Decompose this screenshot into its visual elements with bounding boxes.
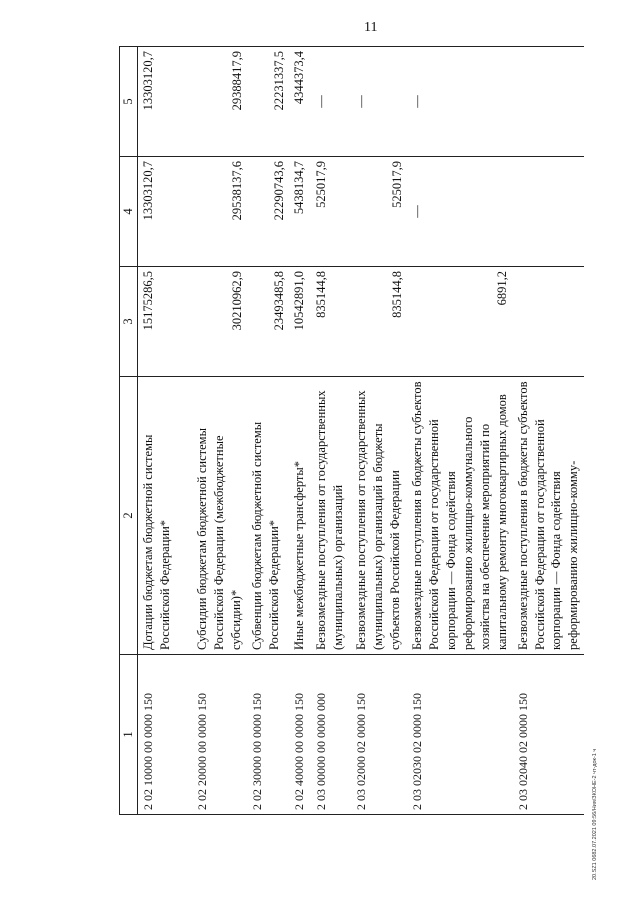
table-row [311,47,351,815]
document-footer-note: 20.SZ1 0682.07.2021 09:56/Ния/ЗКОНЕ-2 чт-док-1 ч [592,748,598,880]
row-value-col3: 6891,2 [407,267,512,377]
row-code: 2 02 10000 00 0000 150 [137,655,192,815]
row-value-col4: 525017,9 [351,157,407,267]
row-name: Безвозмездные поступления в бюджеты субъектов Российской Федерации от государственной корпорации — Фонда содействия реформированию жилищно-коммунального хозяйства на обеспечение мероприятий по капитальному ремонту многоквартирных домов [407,377,512,655]
row-value-col5 [513,47,585,157]
table-row [247,47,289,815]
row-value-col5: 13303120,7 [137,47,192,157]
row-name: Безвозмездные поступления в бюджеты субъектов Российской Федерации от государственной корпорации — Фонда содействия реформированию жилищно-комму- [513,377,585,655]
table-row [351,47,407,815]
row-value-col5: — [351,47,407,157]
table-header-row [120,47,138,815]
row-code: 2 03 00000 00 0000 000 [311,655,351,815]
row-code: 2 02 30000 00 0000 150 [247,655,289,815]
row-value-col3: 30210962,9 [192,267,247,377]
row-value-col4: 5438134,7 [289,157,311,267]
row-value-col5: 22231337,5 [247,47,289,157]
row-name: Дотации бюджетам бюджетной системы Российской Федерации* [137,377,192,655]
row-value-col5: — [407,47,512,157]
rotated-table-container [119,47,581,815]
row-value-col3: 23493485,8 [247,267,289,377]
column-header: 3 [120,267,138,377]
column-header: 5 [120,47,138,157]
table-row [137,47,192,815]
row-code: 2 03 02040 02 0000 150 [513,655,585,815]
row-name: Иные межбюджетные трансферты* [289,377,311,655]
row-value-col4: 29538137,6 [192,157,247,267]
row-value-col5: 29388417,9 [192,47,247,157]
row-code: 2 02 40000 00 0000 150 [289,655,311,815]
row-value-col3: 10542891,0 [289,267,311,377]
column-header: 4 [120,157,138,267]
table-row [289,47,311,815]
row-value-col3: 835144,8 [351,267,407,377]
row-name: Субвенции бюджетам бюджетной системы Российской Федерации* [247,377,289,655]
row-name: Субсидии бюджетам бюджетной системы Российской Федерации (межбюджетные субсидии)* [192,377,247,655]
column-header: 1 [120,655,138,815]
row-value-col3 [513,267,585,377]
row-value-col3: 835144,8 [311,267,351,377]
row-value-col4 [513,157,585,267]
table-row [192,47,247,815]
table-row [513,47,585,815]
table-row [407,47,512,815]
row-code: 2 03 02000 02 0000 150 [351,655,407,815]
row-value-col4: 13303120,7 [137,157,192,267]
row-value-col5: 4344373,4 [289,47,311,157]
row-name: Безвозмездные поступления от государственных (муниципальных) организаций [311,377,351,655]
row-value-col4: — [407,157,512,267]
row-value-col4: 525017,9 [311,157,351,267]
column-header: 2 [120,377,138,655]
row-code: 2 03 02030 02 0000 150 [407,655,512,815]
budget-revenue-table [119,46,584,815]
row-name: Безвозмездные поступления от государственных (муниципальных) организаций в бюджеты субъектов Российской Федерации [351,377,407,655]
row-value-col5: — [311,47,351,157]
page-number: 11 [364,20,378,35]
row-value-col4: 22290743,6 [247,157,289,267]
row-code: 2 02 20000 00 0000 150 [192,655,247,815]
row-value-col3: 15175286,5 [137,267,192,377]
